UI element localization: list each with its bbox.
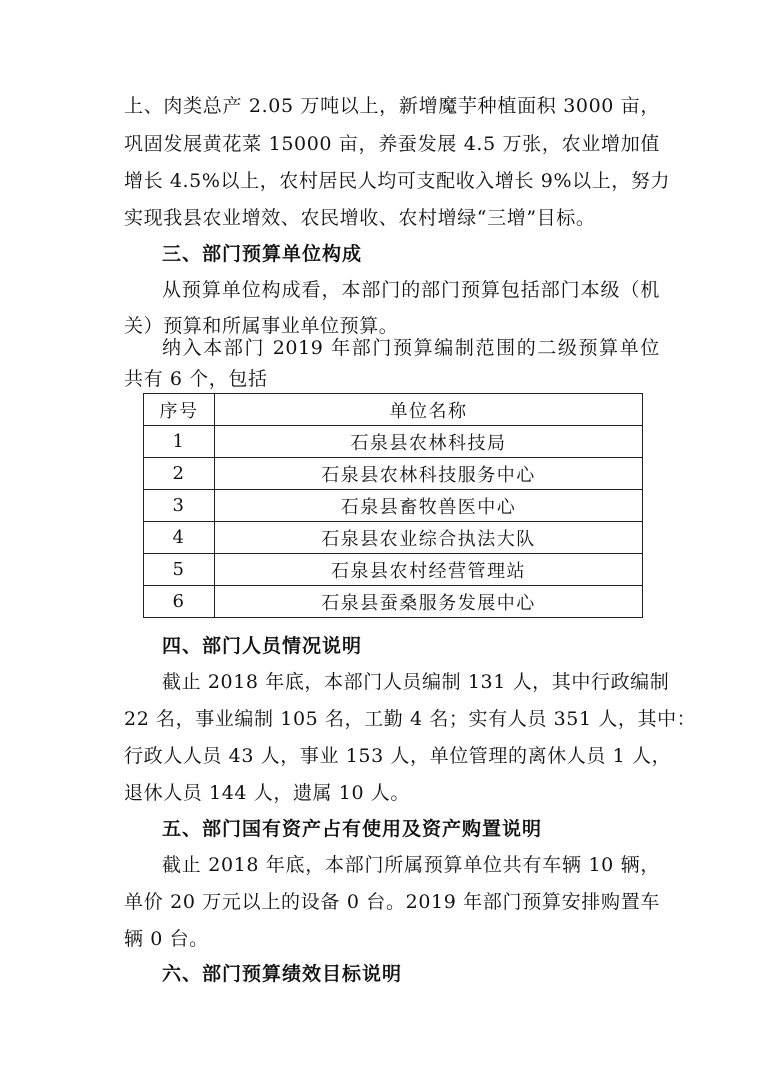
cell-index: 2 [144, 458, 215, 490]
paragraph-line: 巩固发展黄花菜 15000 亩，养蚕发展 4.5 万张，农业增加值 [124, 133, 660, 155]
column-header-index: 序号 [144, 394, 215, 426]
table-row [144, 458, 643, 490]
table-row [144, 522, 643, 554]
cell-unit-name: 石泉县农村经营管理站 [215, 554, 643, 586]
cell-index: 3 [144, 490, 215, 522]
table-row [144, 426, 643, 458]
cell-unit-name: 石泉县农业综合执法大队 [215, 522, 643, 554]
paragraph-line: 行政人人员 43 人，事业 153 人，单位管理的离休人员 1 人， [124, 745, 672, 767]
cell-unit-name: 石泉县畜牧兽医中心 [215, 490, 643, 522]
cell-unit-name: 石泉县蚕桑服务发展中心 [215, 586, 643, 618]
cell-index: 6 [144, 586, 215, 618]
section-heading: 三、部门预算单位构成 [162, 243, 363, 265]
paragraph-line: 增长 4.5%以上，农村居民人均可支配收入增长 9%以上，努力 [124, 170, 671, 192]
paragraph-line: 从预算单位构成看，本部门的部门预算包括部门本级（机 [162, 279, 660, 301]
paragraph-line: 截止 2018 年底，本部门所属预算单位共有车辆 10 辆， [162, 854, 660, 876]
table-row [144, 586, 643, 618]
cell-unit-name: 石泉县农林科技局 [215, 426, 643, 458]
table-row [144, 554, 643, 586]
table-row [144, 490, 643, 522]
column-header-name: 单位名称 [215, 394, 643, 426]
section-heading: 四、部门人员情况说明 [162, 635, 363, 657]
paragraph-line: 辆 0 台。 [124, 928, 209, 950]
section-heading: 五、部门国有资产占有使用及资产购置说明 [162, 818, 543, 840]
paragraph-line: 截止 2018 年底，本部门人员编制 131 人，其中行政编制 [162, 671, 670, 693]
paragraph-line: 上、肉类总产 2.05 万吨以上，新增魔芋种植面积 3000 亩， [124, 95, 660, 117]
cell-index: 4 [144, 522, 215, 554]
paragraph-line: 实现我县农业增效、农民增收、农村增绿“三增”目标。 [124, 207, 596, 229]
paragraph-line: 单价 20 万元以上的设备 0 台。2019 年部门预算安排购置车 [124, 891, 660, 913]
paragraph-line: 关）预算和所属事业单位预算。 [124, 315, 399, 337]
section-heading: 六、部门预算绩效目标说明 [162, 963, 403, 985]
budget-units-table [143, 393, 643, 618]
paragraph-line: 22 名，事业编制 105 名，工勤 4 名；实有人员 351 人，其中： [124, 708, 697, 730]
cell-index: 1 [144, 426, 215, 458]
paragraph-line: 共有 6 个，包括 [124, 368, 268, 390]
paragraph-line: 纳入本部门 2019 年部门预算编制范围的二级预算单位 [162, 337, 660, 359]
cell-unit-name: 石泉县农林科技服务中心 [215, 458, 643, 490]
cell-index: 5 [144, 554, 215, 586]
table-header-row [144, 394, 643, 426]
paragraph-line: 退休人员 144 人，遗属 10 人。 [124, 782, 411, 804]
